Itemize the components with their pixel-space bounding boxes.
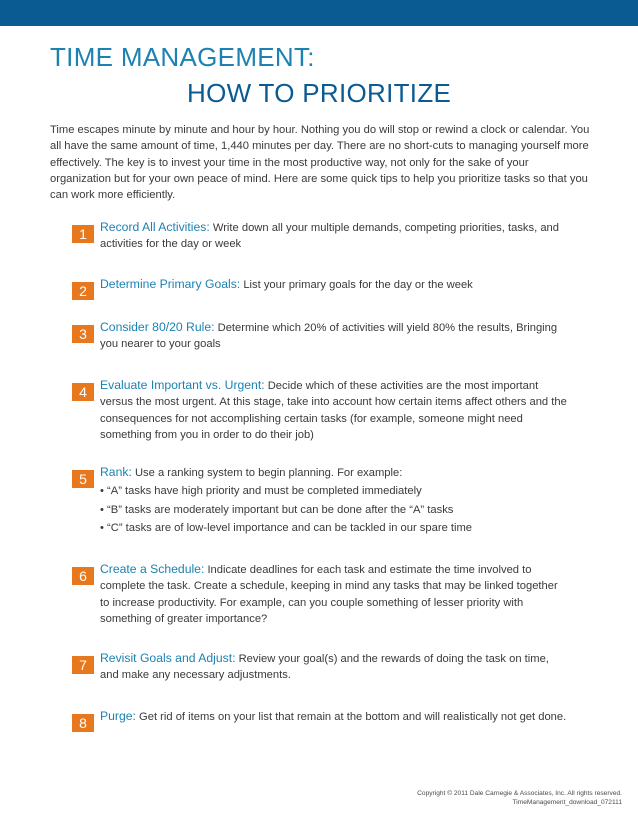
tip-text: Determine which 20% of activities will yield 80% the results, Bringing you nearer to your goals — [100, 322, 558, 351]
page-footer — [417, 789, 622, 807]
tip-number-badge: 7 — [72, 656, 94, 674]
intro-paragraph: Time escapes minute by minute and hour by hour. Nothing you do will stop or rewind a clock or calendar. You all have the same amount of time, 1,440 minutes per day. There are no short-cuts to managing yourself more effectively. The key is to invest your time in the most productive way, not only for the sake of your organization but for your own peace of mind. Here are some quick tips to help you prioritize tasks so that you can work more efficiently. — [50, 124, 590, 202]
copyright-notice: Copyright © 2011 Dale Carnegie & Associates, Inc. All rights reserved. — [417, 790, 622, 797]
tip-number-badge: 5 — [72, 470, 94, 488]
tip-body — [100, 708, 570, 725]
tip-heading: Purge: — [100, 709, 136, 723]
tip-heading: Rank: — [100, 465, 132, 479]
tip-number-badge: 3 — [72, 325, 94, 343]
page-subtitle: HOW TO PRIORITIZE — [187, 78, 452, 108]
tip-body — [100, 377, 570, 443]
tip-text: Indicate deadlines for each task and estimate the time involved to complete the task. Create a schedule, keeping in mind any tasks that may be linked together to increase productivity. For example, can you couple something of lesser priority with something of greater importance? — [100, 564, 558, 625]
tip-heading: Determine Primary Goals: — [100, 277, 241, 291]
tip-text: List your primary goals for the day or the week — [243, 279, 473, 291]
tip-number-badge: 6 — [72, 567, 94, 585]
page-title: TIME MANAGEMENT: — [50, 42, 315, 72]
tip-heading: Create a Schedule: — [100, 562, 205, 576]
tip-text: Review your goal(s) and the rewards of doing the task on time, and make any necessary adjustments. — [100, 653, 549, 682]
tip-number-badge: 1 — [72, 225, 94, 243]
tip-body — [100, 464, 570, 536]
tip-number-badge: 2 — [72, 282, 94, 300]
tip-text: Write down all your multiple demands, competing priorities, tasks, and activities for the day or week — [100, 222, 559, 251]
top-banner — [0, 0, 638, 26]
tip-body — [100, 219, 570, 253]
rank-bullet-c: • “C” tasks are of low-level importance and can be tackled in our spare time — [100, 521, 473, 534]
document-id: TimeManagement_download_072111 — [512, 799, 622, 806]
rank-bullet-a: • “A” tasks have high priority and must be completed immediately — [100, 485, 422, 498]
tip-body — [100, 276, 570, 293]
tip-text: Get rid of items on your list that remain at the bottom and will realistically not get done. — [139, 711, 567, 723]
tip-text: Decide which of these activities are the most important versus the most urgent. At this stage, take into account how certain items affect others and the consequences for not accomplishing certain tasks (for example, someone might need something from you in order to do their job) — [100, 380, 567, 441]
tip-number-badge: 4 — [72, 383, 94, 401]
tip-heading: Revisit Goals and Adjust: — [100, 651, 236, 665]
tip-number-badge: 8 — [72, 714, 94, 732]
tip-heading: Record All Activities: — [100, 220, 210, 234]
tip-heading: Evaluate Important vs. Urgent: — [100, 378, 265, 392]
rank-bullet-b: • “B” tasks are moderately important but can be done after the “A” tasks — [100, 503, 454, 516]
tip-body — [100, 650, 570, 684]
tip-heading: Consider 80/20 Rule: — [100, 320, 215, 334]
tip-text: Use a ranking system to begin planning. For example: — [134, 467, 403, 479]
tip-body — [100, 319, 570, 353]
tip-body — [100, 561, 570, 627]
